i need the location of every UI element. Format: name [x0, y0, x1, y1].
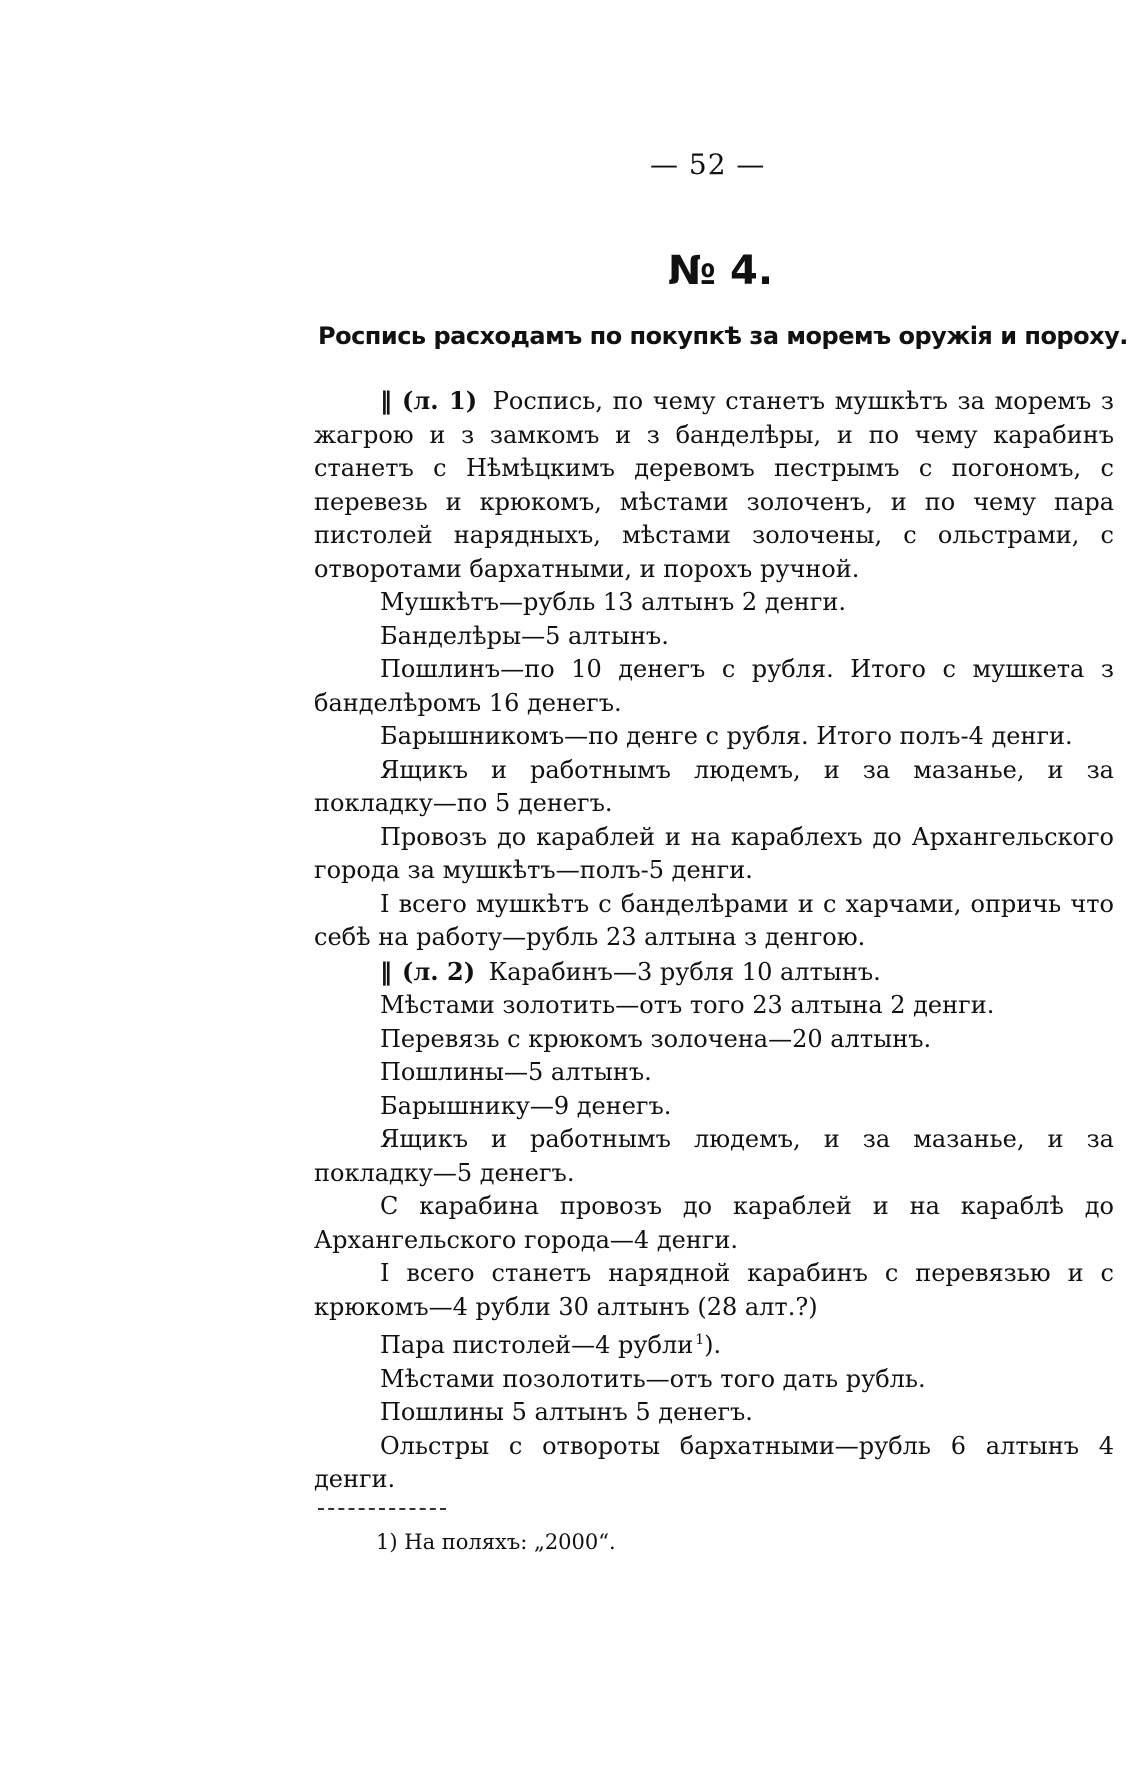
- document-body: [314, 384, 1114, 1497]
- folio-reference: (л. 1): [402, 386, 478, 415]
- paragraph: [314, 1363, 1114, 1397]
- paragraph-text: С карабина провозъ до караблей и на караблѣ до Архангельского города—4 денги.: [314, 1192, 1114, 1254]
- paragraph: [314, 653, 1114, 720]
- paragraph-text: Барышнику—9 денегъ.: [380, 1091, 672, 1120]
- paragraph-text-tail: ).: [704, 1331, 722, 1359]
- paragraph: [314, 384, 1114, 586]
- paragraph-text: Провозъ до караблей и на караблехъ до Архангельского города за мушкѣтъ—полъ-5 денги.: [314, 822, 1114, 884]
- paragraph: [314, 821, 1114, 888]
- paragraph-text: Ящикъ и работнымъ людемъ, и за мазанье, и за покладку—по 5 денегъ.: [314, 755, 1114, 817]
- paragraph: [314, 955, 1114, 990]
- footnote-reference: 1: [695, 1332, 705, 1348]
- paragraph-text: Барышникомъ—по денге с рубля. Итого полъ-4 денги.: [380, 722, 1073, 750]
- paragraph-text: Перевязь с крюкомъ золочена—20 алтынъ.: [380, 1024, 932, 1053]
- folio-mark: ‖: [380, 957, 392, 986]
- paragraph-text: Мушкѣтъ—рубль 13 алтынъ 2 денги.: [380, 588, 846, 616]
- paragraph: [314, 754, 1114, 821]
- paragraph-text: Ящикъ и работнымъ людемъ, и за мазанье, и за покладку—5 денегъ.: [314, 1125, 1114, 1187]
- page-number: — 52 —: [650, 148, 766, 181]
- paragraph-text: Мѣстами позолотить—отъ того дать рубль.: [380, 1364, 926, 1393]
- paragraph: [314, 586, 1114, 620]
- paragraph-text: Ольстры с отвороты бархатными—рубль 6 алтынъ 4 денги.: [314, 1431, 1114, 1493]
- folio-mark: ‖: [380, 387, 392, 415]
- paragraph-text: Пошлинъ—по 10 денегъ с рубля. Итого с мушкета з банделѣромъ 16 денегъ.: [314, 655, 1114, 717]
- paragraph: [314, 1090, 1114, 1124]
- paragraph: [314, 720, 1114, 754]
- paragraph: [314, 1056, 1114, 1090]
- paragraph-text: Карабинъ—3 рубля 10 алтынъ.: [488, 957, 881, 986]
- paragraph-text: Пошлины 5 алтынъ 5 денегъ.: [380, 1398, 753, 1426]
- paragraph: [314, 1123, 1114, 1190]
- paragraph: [314, 1257, 1114, 1324]
- paragraph-text: І всего мушкѣтъ с банделѣрами и с харчами, опричь что себѣ на работу—рубль 23 алтына з денгою.: [314, 889, 1114, 951]
- document-number: № 4.: [668, 248, 774, 294]
- paragraph: [314, 1023, 1114, 1057]
- paragraph-text: І всего станетъ нарядной карабинъ с перевязью и с крюкомъ—4 рубли 30 алтынъ (28 алт.?): [314, 1259, 1114, 1321]
- footnote-divider: [318, 1508, 446, 1510]
- footnote-marker: 1): [376, 1530, 398, 1554]
- folio-reference: (л. 2): [402, 956, 476, 986]
- paragraph-text: Банделѣры—5 алтынъ.: [380, 621, 669, 650]
- paragraph-text: Роспись, по чему станетъ мушкѣтъ за моремъ з жагрою и з замкомъ и з банделѣры, и по чему карабинъ станетъ с Нѣмѣцкимъ деревомъ пестрымъ с погономъ, с перевезь и крюкомъ, мѣстами золоченъ, и по чему пара пистолей нарядныхъ, мѣстами золочены, с ольстрами, с отворотами бархатными, и порохъ ручной.: [314, 387, 1114, 583]
- paragraph: [314, 1396, 1114, 1430]
- paragraph: [314, 620, 1114, 654]
- footnote-text: На поляхъ: „2000“.: [404, 1530, 616, 1554]
- paragraph-text: Пошлины—5 алтынъ.: [380, 1058, 652, 1086]
- paragraph-text: Пара пистолей—4 рубли: [380, 1331, 694, 1359]
- footnote: [376, 1530, 616, 1554]
- paragraph: [314, 1190, 1114, 1257]
- paragraph: [314, 1324, 1114, 1363]
- paragraph: [314, 989, 1114, 1023]
- document-title: Роспись расходамъ по покупкѣ за моремъ оружія и пороху.: [318, 322, 1128, 350]
- paragraph: [314, 1430, 1114, 1497]
- paragraph: [314, 888, 1114, 955]
- paragraph-text: Мѣстами золотить—отъ того 23 алтына 2 денги.: [380, 991, 995, 1019]
